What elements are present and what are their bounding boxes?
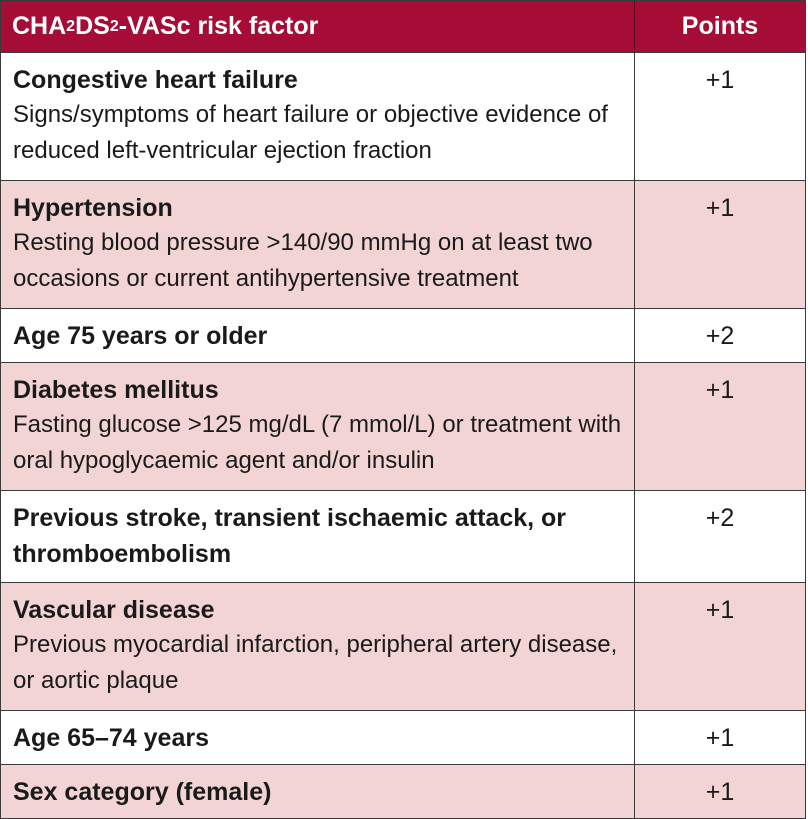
- points-cell: +1: [705, 66, 735, 94]
- points-cell: +2: [705, 504, 735, 532]
- factor-title: Congestive heart failure: [13, 66, 298, 94]
- factor-title: Sex category (female): [13, 778, 272, 806]
- factor-cell: [1, 765, 635, 818]
- factor-description: Fasting glucose >125 mg/dL (7 mmol/L) or treatment with oral hypoglycaemic agent and/or insulin: [13, 411, 622, 474]
- factor-description: Signs/symptoms of heart failure or objective evidence of reduced left-ventricular ejection fraction: [13, 101, 608, 164]
- header-text-cha: CHA: [12, 12, 67, 40]
- points-cell: +1: [705, 376, 735, 404]
- header-risk-factor: CHA 2 DS 2 -VASc risk factor: [1, 1, 635, 52]
- factor-cell: [1, 363, 635, 490]
- points-cell: +1: [705, 778, 735, 806]
- factor-title: Hypertension: [13, 194, 173, 222]
- factor-description: Previous myocardial infarction, peripheral artery disease, or aortic plaque: [13, 631, 618, 694]
- points-cell: +1: [705, 596, 735, 624]
- factor-cell: [1, 309, 635, 362]
- factor-title: Age 65–74 years: [13, 724, 209, 752]
- points-cell: +1: [705, 194, 735, 222]
- factor-description: Resting blood pressure >140/90 mmHg on at least two occasions or current antihypertensive treatment: [13, 229, 593, 292]
- table-row: [1, 363, 805, 491]
- factor-cell: [1, 181, 635, 308]
- header-points: Points: [681, 12, 759, 40]
- points-cell: +1: [705, 724, 735, 752]
- factor-title: Diabetes mellitus: [13, 376, 219, 404]
- factor-title: Vascular disease: [13, 596, 215, 624]
- table-row: [1, 765, 805, 818]
- factor-title: Previous stroke, transient ischaemic attack, or thromboembolism: [13, 504, 567, 568]
- points-cell: +2: [705, 322, 735, 350]
- table-row: [1, 491, 805, 583]
- header-text-suffix: -VASc risk factor: [118, 12, 319, 40]
- table-row: [1, 181, 805, 309]
- header-text-ds: DS: [75, 12, 110, 40]
- factor-title: Age 75 years or older: [13, 322, 268, 350]
- table-header: [1, 1, 805, 53]
- factor-cell: [1, 583, 635, 710]
- table-row: [1, 53, 805, 181]
- table-row: [1, 309, 805, 363]
- factor-cell: [1, 53, 635, 180]
- table-row: [1, 583, 805, 711]
- factor-cell: [1, 491, 635, 582]
- factor-cell: [1, 711, 635, 764]
- table-row: [1, 711, 805, 765]
